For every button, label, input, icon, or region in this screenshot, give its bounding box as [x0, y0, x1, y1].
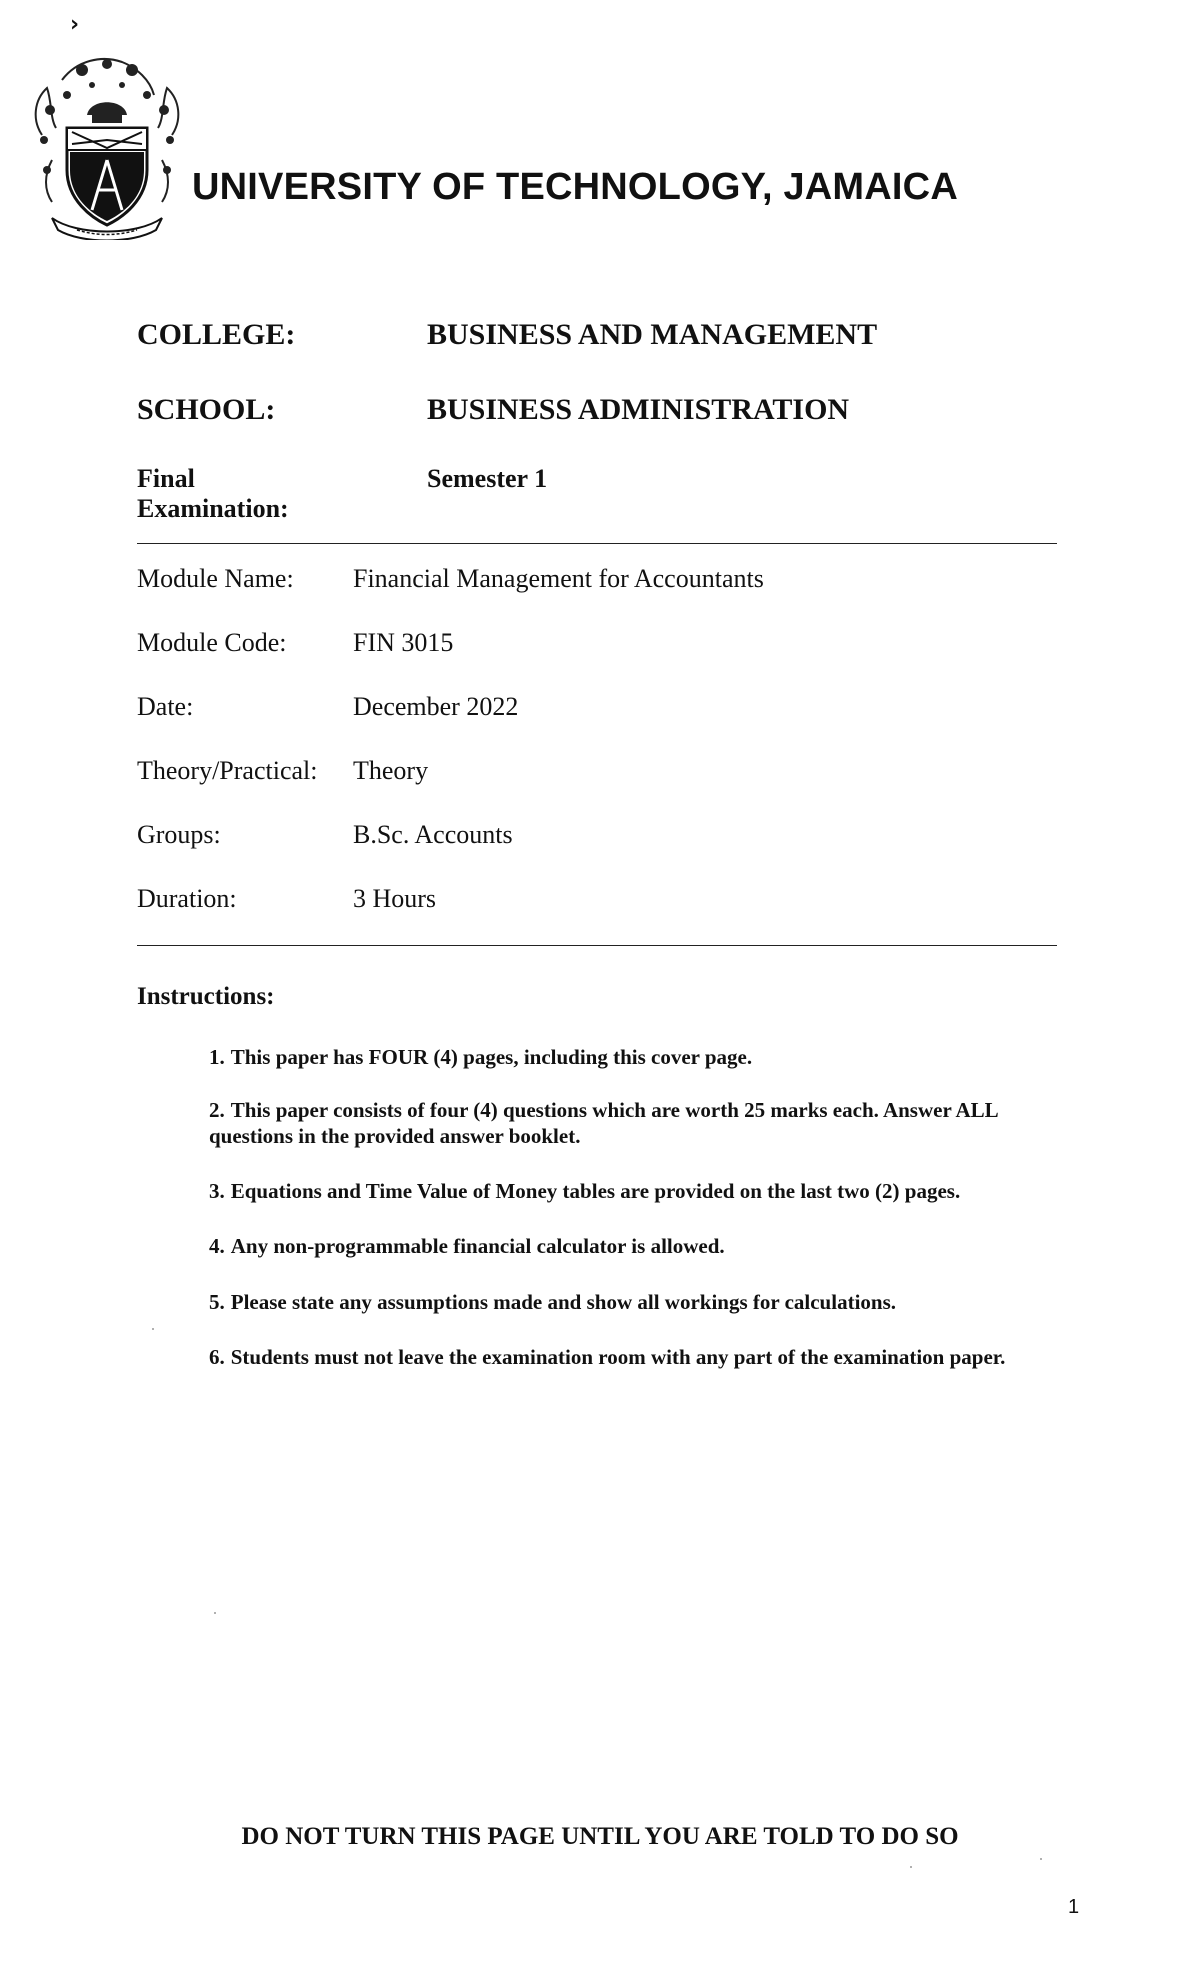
instruction-text: Students must not leave the examination room with any part of the examination paper. — [230, 1345, 1006, 1369]
instruction-number: 6. — [209, 1345, 225, 1369]
school-value: BUSINESS ADMINISTRATION — [427, 393, 850, 426]
instruction-number: 5. — [209, 1290, 225, 1314]
date-value: December 2022 — [353, 692, 519, 721]
instruction-number: 1. — [209, 1045, 225, 1069]
instruction-text: Please state any assumptions made and show all workings for calculations. — [230, 1290, 897, 1314]
page-number: 1 — [1068, 1896, 1080, 1918]
scan-speck — [910, 1866, 912, 1868]
instructions-title: Instructions: — [137, 983, 275, 1010]
university-crest-icon — [22, 40, 192, 240]
instruction-item — [209, 1097, 1084, 1149]
module-name-value: Financial Management for Accountants — [353, 564, 764, 593]
instruction-text: Equations and Time Value of Money tables are provided on the last two (2) pages. — [230, 1179, 961, 1203]
scan-speck — [214, 1612, 216, 1614]
module-code-label: Module Code: — [137, 628, 287, 657]
scan-mark: › — [70, 12, 80, 37]
instruction-number: 3. — [209, 1179, 225, 1203]
theory-practical-label: Theory/Practical: — [137, 756, 318, 785]
school-label: SCHOOL: — [137, 393, 276, 426]
instruction-item — [209, 1233, 1084, 1259]
groups-value: B.Sc. Accounts — [353, 820, 513, 849]
exam-value: Semester 1 — [427, 464, 548, 493]
scan-speck — [1040, 1858, 1042, 1860]
scan-speck — [152, 1328, 154, 1330]
instruction-number: 2. — [209, 1098, 225, 1122]
instruction-item — [209, 1344, 1084, 1370]
instruction-text: This paper consists of four (4) questions which are worth 25 marks each. Answer ALL questions in the provided answer booklet. — [209, 1098, 998, 1148]
instruction-text: This paper has FOUR (4) pages, including this cover page. — [230, 1045, 753, 1069]
do-not-turn-notice: DO NOT TURN THIS PAGE UNTIL YOU ARE TOLD TO DO SO — [241, 1823, 959, 1850]
duration-value: 3 Hours — [353, 884, 437, 913]
module-name-label: Module Name: — [137, 564, 294, 593]
instruction-item — [209, 1044, 1084, 1070]
module-code-value: FIN 3015 — [353, 628, 454, 657]
date-label: Date: — [137, 692, 194, 721]
college-value: BUSINESS AND MANAGEMENT — [427, 318, 878, 351]
duration-label: Duration: — [137, 884, 237, 913]
top-divider — [137, 543, 1057, 544]
instruction-item — [209, 1289, 1084, 1315]
institution-title: UNIVERSITY OF TECHNOLOGY, JAMAICA — [192, 166, 958, 208]
instruction-item — [209, 1178, 1084, 1204]
instruction-text: Any non-programmable financial calculator is allowed. — [230, 1234, 725, 1258]
exam-label: Final Examination: — [137, 464, 289, 523]
bottom-divider — [137, 945, 1057, 946]
theory-practical-value: Theory — [353, 756, 429, 785]
instruction-number: 4. — [209, 1234, 225, 1258]
college-label: COLLEGE: — [137, 318, 296, 351]
groups-label: Groups: — [137, 820, 221, 849]
